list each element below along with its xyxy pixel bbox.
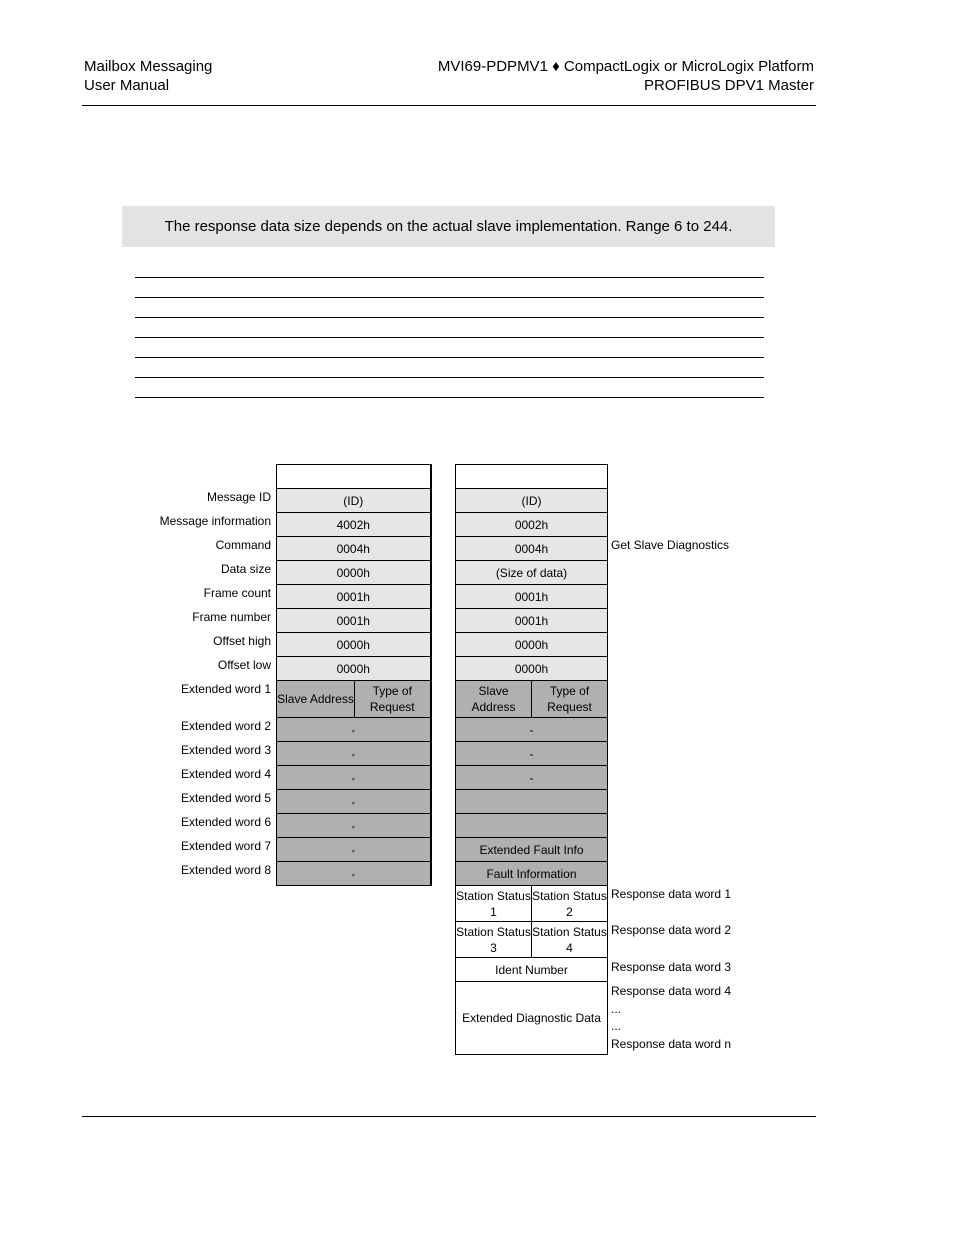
request-offset-low: 0000h <box>277 657 431 681</box>
request-ext-word-5: - <box>277 790 431 814</box>
response-word-n-label: Response data word n <box>611 1037 732 1051</box>
response-type-of-request: Type of Request <box>532 681 608 718</box>
response-ext-word-4: - <box>456 766 608 790</box>
row-label: Message ID <box>206 490 271 504</box>
response-station-status-2: Station Status 2 <box>532 886 608 922</box>
row-label: Offset high <box>213 634 271 648</box>
request-ext-word-6: - <box>277 814 431 838</box>
ellipsis-2: ... <box>611 1019 622 1033</box>
response-size-note: The response data size depends on the actual slave implementation. Range 6 to 244. <box>122 206 775 247</box>
response-frame-count: 0001h <box>456 585 608 609</box>
response-station-status-4: Station Status 4 <box>532 922 608 958</box>
row-label: Command <box>215 538 271 552</box>
page-header-right <box>438 57 814 95</box>
row-label: Extended word 6 <box>180 815 271 829</box>
request-block-table <box>276 464 432 886</box>
row-label: Extended word 7 <box>180 839 271 853</box>
command-description: Get Slave Diagnostics <box>611 538 730 552</box>
request-type-of-request: Type of Request <box>355 681 431 718</box>
header-rule <box>82 105 816 106</box>
response-ext-word-6 <box>456 814 608 838</box>
response-message-id: (ID) <box>456 489 608 513</box>
row-label: Frame number <box>192 610 271 624</box>
response-slave-address: Slave Address <box>456 681 532 718</box>
blank-line <box>135 317 764 318</box>
request-slave-address: Slave Address <box>277 681 355 718</box>
request-ext-word-7: - <box>277 838 431 862</box>
response-command: 0004h <box>456 537 608 561</box>
request-ext-word-3: - <box>277 742 431 766</box>
response-message-info: 0002h <box>456 513 608 537</box>
ellipsis-1: ... <box>611 1002 622 1016</box>
row-label: Message information <box>159 514 271 528</box>
row-label: Extended word 1 <box>180 682 271 696</box>
blank-line <box>135 397 764 398</box>
response-ext-word-3: - <box>456 742 608 766</box>
response-word-4-label: Response data word 4 <box>611 984 732 998</box>
response-word-1-label: Response data word 1 <box>611 887 732 901</box>
request-data-size: 0000h <box>277 561 431 585</box>
response-ext-fault-info: Extended Fault Info <box>456 838 608 862</box>
response-offset-low: 0000h <box>456 657 608 681</box>
response-ext-word-2: - <box>456 718 608 742</box>
row-label: Extended word 3 <box>180 743 271 757</box>
header-product-title: MVI69-PDPMV1 ♦ CompactLogix or MicroLogix Platform <box>437 58 814 75</box>
response-word-3-label: Response data word 3 <box>611 960 732 974</box>
request-message-id: (ID) <box>277 489 431 513</box>
blank-note-lines <box>135 277 764 417</box>
blank-line <box>135 277 764 278</box>
row-label: Extended word 2 <box>180 719 271 733</box>
header-section-title: Mailbox Messaging <box>84 58 213 75</box>
blank-line <box>135 377 764 378</box>
response-word-2-label: Response data word 2 <box>611 923 732 937</box>
request-ext-word-8: - <box>277 862 431 886</box>
footer-rule <box>82 1116 816 1117</box>
response-ext-word-5 <box>456 790 608 814</box>
row-label: Extended word 4 <box>180 767 271 781</box>
row-label: Frame count <box>203 586 271 600</box>
response-ident-number: Ident Number <box>456 958 608 982</box>
blank-line <box>135 357 764 358</box>
response-block-table <box>455 464 608 1055</box>
row-label: Extended word 5 <box>180 791 271 805</box>
row-label: Offset low <box>217 658 271 672</box>
response-station-status-3: Station Status 3 <box>456 922 532 958</box>
response-offset-high: 0000h <box>456 633 608 657</box>
page-header-left <box>84 57 212 95</box>
response-frame-number: 0001h <box>456 609 608 633</box>
request-ext-word-2: - <box>277 718 431 742</box>
response-ext-diagnostic-data: Extended Diagnostic Data <box>456 982 608 1055</box>
request-frame-count: 0001h <box>277 585 431 609</box>
header-doc-type: User Manual <box>84 77 170 94</box>
request-offset-high: 0000h <box>277 633 431 657</box>
request-frame-number: 0001h <box>277 609 431 633</box>
request-message-info: 4002h <box>277 513 431 537</box>
response-header-cell <box>456 465 608 489</box>
response-fault-information: Fault Information <box>456 862 608 886</box>
row-label: Extended word 8 <box>180 863 271 877</box>
response-data-size: (Size of data) <box>456 561 608 585</box>
request-header-cell <box>277 465 431 489</box>
blank-line <box>135 337 764 338</box>
request-command: 0004h <box>277 537 431 561</box>
row-label: Data size <box>220 562 271 576</box>
response-station-status-1: Station Status 1 <box>456 886 532 922</box>
header-product-subtitle: PROFIBUS DPV1 Master <box>643 77 814 94</box>
blank-line <box>135 297 764 298</box>
request-ext-word-4: - <box>277 766 431 790</box>
